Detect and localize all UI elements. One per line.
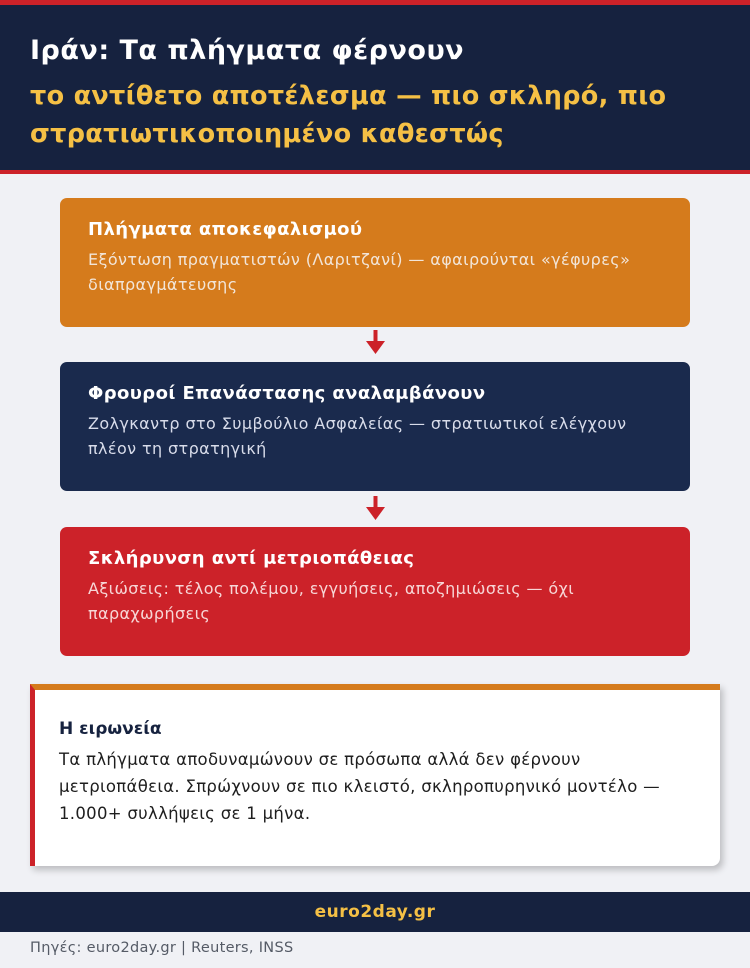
header-banner xyxy=(0,5,750,170)
page-subtitle: το αντίθετο αποτέλεσμα — πιο σκληρό, πιο στρατιωτικοποιημένο καθεστώς xyxy=(30,81,667,149)
note-title: Η ειρωνεία xyxy=(59,719,162,739)
irony-note-box xyxy=(30,684,720,866)
step-title: Πλήγματα αποκεφαλισμού xyxy=(88,219,363,240)
brand-name: euro2day.gr xyxy=(314,902,436,922)
brand-footer-bar xyxy=(0,892,750,932)
down-arrow-icon xyxy=(366,330,385,354)
step-title: Φρουροί Επανάστασης αναλαμβάνουν xyxy=(88,383,486,404)
down-arrow-icon xyxy=(366,496,385,520)
step-card-decapitation xyxy=(60,198,690,327)
step-card-revolutionary-guards xyxy=(60,362,690,491)
page-title: Ιράν: Τα πλήγματα φέρνουν xyxy=(30,35,465,66)
header-divider xyxy=(0,170,750,174)
step-title: Σκλήρυνση αντί μετριοπάθειας xyxy=(88,548,415,569)
sources-line: Πηγές: euro2day.gr | Reuters, INSS xyxy=(30,940,294,956)
step-description: Αξιώσεις: τέλος πολέμου, εγγυήσεις, αποζημιώσεις — όχι παραχωρήσεις xyxy=(88,579,575,623)
step-description: Ζολγκαντρ στο Συμβούλιο Ασφαλείας — στρατιωτικοί ελέγχουν πλέον τη στρατηγική xyxy=(88,414,627,458)
step-card-hardening xyxy=(60,527,690,656)
step-description: Εξόντωση πραγματιστών (Λαριτζανί) — αφαιρούνται «γέφυρες» διαπραγμάτευσης xyxy=(88,250,631,294)
note-text: Τα πλήγματα αποδυναμώνουν σε πρόσωπα αλλά δεν φέρνουν μετριοπάθεια. Σπρώχνουν σε πιο κλειστό, σκληροπυρηνικό μοντέλο — 1.000+ συλλήψεις σε 1 μήνα. xyxy=(59,750,660,823)
